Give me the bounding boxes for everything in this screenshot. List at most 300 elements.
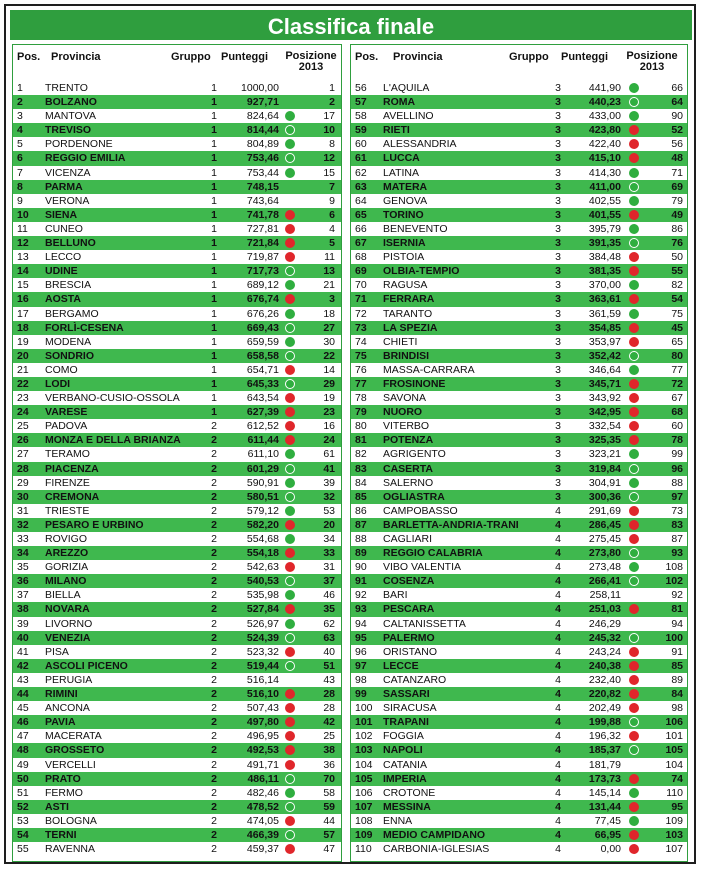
cell-provincia: NUORO [383, 406, 423, 419]
cell-gruppo: 1 [211, 222, 217, 235]
cell-gruppo: 3 [555, 363, 561, 376]
cell-punteggi: 676,26 [246, 307, 279, 320]
cell-provincia: BRINDISI [383, 349, 430, 362]
cell-pos: 97 [355, 659, 367, 672]
cell-punteggi: 402,55 [588, 194, 621, 207]
cell-posizione-2013: 58 [323, 786, 335, 799]
cell-provincia: L'AQUILA [383, 82, 430, 94]
cell-punteggi: 240,38 [588, 659, 621, 672]
cell-gruppo: 3 [555, 124, 561, 137]
cell-posizione-2013: 98 [671, 702, 683, 715]
cell-gruppo: 2 [211, 490, 217, 503]
cell-gruppo: 2 [211, 659, 217, 672]
cell-pos: 60 [355, 138, 367, 151]
arrow-down-icon [629, 703, 639, 713]
arrow-up-icon [629, 576, 639, 586]
arrow-down-icon [629, 534, 639, 544]
arrow-down-icon [285, 816, 295, 826]
cell-pos: 47 [17, 730, 29, 743]
cell-posizione-2013: 83 [671, 518, 683, 531]
arrow-up-icon [285, 449, 295, 459]
cell-gruppo: 4 [555, 547, 561, 560]
cell-provincia: COSENZA [383, 575, 435, 588]
cell-pos: 6 [17, 152, 23, 165]
cell-posizione-2013: 65 [671, 335, 683, 348]
cell-provincia: CALTANISSETTA [383, 617, 466, 630]
cell-pos: 49 [17, 758, 29, 771]
table-row [351, 222, 687, 236]
table-row [13, 419, 341, 433]
equal-icon [629, 590, 639, 600]
cell-provincia: FERMO [45, 786, 83, 799]
cell-posizione-2013: 89 [671, 673, 683, 686]
cell-pos: 63 [355, 180, 367, 193]
arrow-up-icon [629, 168, 639, 178]
cell-posizione-2013: 31 [323, 561, 335, 574]
cell-pos: 54 [17, 828, 29, 841]
table-row [13, 729, 341, 743]
table-row [13, 307, 341, 321]
header-pos: Pos. [17, 51, 41, 63]
cell-posizione-2013: 54 [671, 293, 683, 306]
arrow-down-icon [629, 689, 639, 699]
cell-pos: 100 [355, 702, 373, 715]
equal-icon [285, 196, 295, 206]
table-row [13, 137, 341, 151]
arrow-down-icon [629, 421, 639, 431]
arrow-up-icon [629, 365, 639, 375]
cell-punteggi: 173,73 [588, 772, 621, 785]
table-row [351, 433, 687, 447]
cell-pos: 61 [355, 152, 367, 165]
cell-pos: 93 [355, 603, 367, 616]
arrow-down-icon [629, 252, 639, 262]
cell-gruppo: 1 [211, 194, 217, 207]
cell-gruppo: 2 [211, 589, 217, 602]
cell-gruppo: 4 [555, 828, 561, 841]
cell-provincia: BERGAMO [45, 307, 99, 320]
table-row [13, 673, 341, 687]
cell-punteggi: 354,85 [588, 321, 621, 334]
cell-punteggi: 246,29 [588, 617, 621, 630]
cell-punteggi: 516,14 [246, 673, 279, 686]
cell-posizione-2013: 101 [665, 730, 683, 743]
cell-provincia: PALERMO [383, 631, 435, 644]
cell-provincia: NAPOLI [383, 744, 423, 757]
table-row [13, 292, 341, 306]
cell-posizione-2013: 103 [665, 828, 683, 841]
cell-posizione-2013: 69 [671, 180, 683, 193]
cell-gruppo: 1 [211, 152, 217, 165]
cell-provincia: OLBIA-TEMPIO [383, 265, 460, 278]
cell-provincia: COMO [45, 363, 78, 376]
equal-icon [285, 83, 295, 93]
page-title: Classifica finale [8, 8, 694, 42]
cell-punteggi: 199,88 [588, 716, 621, 729]
cell-posizione-2013: 87 [671, 533, 683, 545]
cell-posizione-2013: 99 [671, 448, 683, 461]
cell-punteggi: 516,10 [246, 688, 279, 701]
ranking-column-left [12, 44, 342, 862]
cell-pos: 36 [17, 575, 29, 588]
cell-provincia: TARANTO [383, 307, 433, 320]
cell-posizione-2013: 37 [323, 575, 335, 588]
cell-pos: 58 [355, 110, 367, 123]
table-row [13, 321, 341, 335]
cell-pos: 52 [17, 800, 29, 813]
cell-punteggi: 325,35 [588, 434, 621, 447]
arrow-down-icon [629, 661, 639, 671]
cell-punteggi: 579,12 [246, 504, 279, 517]
cell-provincia: LA SPEZIA [383, 321, 438, 334]
cell-gruppo: 4 [555, 843, 561, 856]
table-row [13, 617, 341, 631]
cell-pos: 59 [355, 124, 367, 137]
cell-pos: 101 [355, 716, 373, 729]
equal-icon [629, 619, 639, 629]
cell-pos: 84 [355, 476, 367, 489]
cell-posizione-2013: 50 [671, 251, 683, 264]
cell-provincia: FORLÌ-CESENA [45, 321, 124, 334]
cell-posizione-2013: 34 [323, 533, 335, 545]
table-row [13, 447, 341, 461]
cell-punteggi: 507,43 [246, 702, 279, 715]
cell-posizione-2013: 48 [671, 152, 683, 165]
cell-gruppo: 3 [555, 307, 561, 320]
cell-posizione-2013: 10 [323, 124, 335, 137]
cell-punteggi: 266,41 [588, 575, 621, 588]
cell-posizione-2013: 106 [665, 716, 683, 729]
cell-posizione-2013: 79 [671, 194, 683, 207]
cell-gruppo: 3 [555, 110, 561, 123]
table-row [351, 617, 687, 631]
cell-pos: 82 [355, 448, 367, 461]
cell-punteggi: 220,82 [588, 688, 621, 701]
cell-punteggi: 346,64 [588, 363, 621, 376]
table-row [351, 292, 687, 306]
table-row [13, 349, 341, 363]
arrow-down-icon [629, 337, 639, 347]
cell-punteggi: 727,81 [246, 222, 279, 235]
cell-provincia: CHIETI [383, 335, 418, 348]
cell-gruppo: 4 [555, 814, 561, 827]
cell-gruppo: 3 [555, 82, 561, 94]
cell-pos: 90 [355, 561, 367, 574]
cell-provincia: PESCARA [383, 603, 435, 616]
cell-pos: 45 [17, 702, 29, 715]
cell-pos: 70 [355, 279, 367, 292]
cell-pos: 81 [355, 434, 367, 447]
table-row [351, 363, 687, 377]
arrow-down-icon [285, 647, 295, 657]
cell-punteggi: 659,59 [246, 335, 279, 348]
cell-pos: 15 [17, 279, 29, 292]
cell-gruppo: 1 [211, 293, 217, 306]
cell-provincia: GENOVA [383, 194, 428, 207]
arrow-down-icon [629, 647, 639, 657]
cell-provincia: PISTOIA [383, 251, 425, 264]
cell-punteggi: 423,80 [588, 124, 621, 137]
table-row [13, 546, 341, 560]
arrow-up-icon [629, 111, 639, 121]
cell-provincia: PORDENONE [45, 138, 113, 151]
cell-provincia: VERCELLI [45, 758, 96, 771]
table-row [351, 518, 687, 532]
cell-provincia: LECCE [383, 659, 419, 672]
cell-provincia: FIRENZE [45, 476, 90, 489]
cell-provincia: ROVIGO [45, 533, 88, 545]
arrow-down-icon [285, 844, 295, 854]
cell-posizione-2013: 39 [323, 476, 335, 489]
table-row [13, 81, 341, 95]
arrow-down-icon [629, 435, 639, 445]
cell-gruppo: 4 [555, 631, 561, 644]
cell-pos: 26 [17, 434, 29, 447]
cell-pos: 109 [355, 828, 373, 841]
cell-provincia: PIACENZA [45, 462, 99, 475]
header-punteggi: Punteggi [561, 51, 609, 63]
cell-gruppo: 3 [555, 448, 561, 461]
cell-posizione-2013: 70 [323, 772, 335, 785]
cell-gruppo: 3 [555, 321, 561, 334]
cell-posizione-2013: 33 [323, 547, 335, 560]
table-row [13, 786, 341, 800]
table-row [351, 631, 687, 645]
cell-provincia: SALERNO [383, 476, 434, 489]
cell-posizione-2013: 94 [671, 617, 683, 630]
cell-provincia: PERUGIA [45, 673, 93, 686]
arrow-down-icon [285, 421, 295, 431]
cell-gruppo: 3 [555, 377, 561, 390]
table-row [351, 377, 687, 391]
header-posizione: Posizione 2013 [626, 50, 678, 73]
cell-posizione-2013: 46 [323, 589, 335, 602]
table-row [13, 518, 341, 532]
cell-gruppo: 1 [211, 96, 217, 109]
table-row [351, 645, 687, 659]
table-row [351, 447, 687, 461]
cell-provincia: GROSSETO [45, 744, 105, 757]
cell-pos: 78 [355, 392, 367, 405]
cell-gruppo: 2 [211, 462, 217, 475]
cell-provincia: MONZA E DELLA BRIANZA [45, 434, 181, 447]
arrow-up-icon [629, 745, 639, 755]
cell-gruppo: 1 [211, 251, 217, 264]
cell-gruppo: 4 [555, 533, 561, 545]
cell-posizione-2013: 100 [665, 631, 683, 644]
cell-posizione-2013: 77 [671, 363, 683, 376]
cell-punteggi: 202,49 [588, 702, 621, 715]
cell-punteggi: 554,18 [246, 547, 279, 560]
cell-posizione-2013: 7 [329, 180, 335, 193]
cell-gruppo: 2 [211, 533, 217, 545]
cell-pos: 10 [17, 208, 29, 221]
header-provincia: Provincia [393, 51, 443, 63]
table-row [13, 631, 341, 645]
cell-punteggi: 181,79 [588, 758, 621, 771]
table-row [351, 151, 687, 165]
cell-pos: 77 [355, 377, 367, 390]
table-row [351, 715, 687, 729]
cell-punteggi: 422,40 [588, 138, 621, 151]
cell-punteggi: 753,46 [246, 152, 279, 165]
cell-punteggi: 527,84 [246, 603, 279, 616]
cell-provincia: VERONA [45, 194, 90, 207]
cell-gruppo: 1 [211, 307, 217, 320]
equal-icon [285, 675, 295, 685]
cell-posizione-2013: 4 [329, 222, 335, 235]
cell-pos: 34 [17, 547, 29, 560]
cell-pos: 14 [17, 265, 29, 278]
cell-posizione-2013: 16 [323, 420, 335, 433]
arrow-down-icon [629, 379, 639, 389]
cell-pos: 27 [17, 448, 29, 461]
table-row [13, 574, 341, 588]
arrow-up-icon [285, 379, 295, 389]
table-row [13, 560, 341, 574]
table-row [13, 715, 341, 729]
cell-provincia: ANCONA [45, 702, 90, 715]
cell-pos: 67 [355, 237, 367, 250]
cell-punteggi: 601,29 [246, 462, 279, 475]
cell-pos: 48 [17, 744, 29, 757]
cell-punteggi: 319,84 [588, 462, 621, 475]
arrow-down-icon [629, 266, 639, 276]
cell-pos: 7 [17, 166, 23, 179]
cell-provincia: RIETI [383, 124, 410, 137]
arrow-up-icon [285, 266, 295, 276]
table-row [13, 151, 341, 165]
table-row [13, 109, 341, 123]
cell-posizione-2013: 12 [323, 152, 335, 165]
cell-provincia: LUCCA [383, 152, 420, 165]
table-row [351, 490, 687, 504]
table-row [13, 123, 341, 137]
cell-posizione-2013: 8 [329, 138, 335, 151]
cell-pos: 108 [355, 814, 373, 827]
cell-posizione-2013: 15 [323, 166, 335, 179]
cell-gruppo: 4 [555, 659, 561, 672]
cell-posizione-2013: 52 [671, 124, 683, 137]
cell-punteggi: 804,89 [246, 138, 279, 151]
cell-punteggi: 526,97 [246, 617, 279, 630]
table-row [351, 278, 687, 292]
cell-punteggi: 491,71 [246, 758, 279, 771]
cell-posizione-2013: 19 [323, 392, 335, 405]
cell-posizione-2013: 21 [323, 279, 335, 292]
cell-provincia: TORINO [383, 208, 424, 221]
cell-provincia: MILANO [45, 575, 87, 588]
cell-provincia: CAMPOBASSO [383, 504, 458, 517]
cell-punteggi: 523,32 [246, 645, 279, 658]
cell-punteggi: 540,53 [246, 575, 279, 588]
table-row [13, 377, 341, 391]
cell-punteggi: 304,91 [588, 476, 621, 489]
cell-pos: 74 [355, 335, 367, 348]
table-row [351, 786, 687, 800]
cell-gruppo: 2 [211, 561, 217, 574]
cell-pos: 85 [355, 490, 367, 503]
cell-provincia: VICENZA [45, 166, 91, 179]
cell-gruppo: 1 [211, 180, 217, 193]
cell-gruppo: 2 [211, 504, 217, 517]
arrow-down-icon [285, 435, 295, 445]
cell-punteggi: 273,48 [588, 561, 621, 574]
table-row [351, 602, 687, 616]
cell-punteggi: 590,91 [246, 476, 279, 489]
cell-pos: 35 [17, 561, 29, 574]
table-row [351, 264, 687, 278]
arrow-down-icon [629, 604, 639, 614]
arrow-up-icon [285, 337, 295, 347]
cell-punteggi: 669,43 [246, 321, 279, 334]
cell-posizione-2013: 74 [671, 772, 683, 785]
table-row [351, 743, 687, 757]
cell-punteggi: 612,52 [246, 420, 279, 433]
header-gruppo: Gruppo [171, 51, 211, 63]
cell-pos: 12 [17, 237, 29, 250]
cell-provincia: SONDRIO [45, 349, 95, 362]
cell-posizione-2013: 73 [671, 504, 683, 517]
cell-gruppo: 4 [555, 702, 561, 715]
table-row [351, 335, 687, 349]
cell-provincia: FOGGIA [383, 730, 424, 743]
cell-posizione-2013: 18 [323, 307, 335, 320]
cell-punteggi: 482,46 [246, 786, 279, 799]
table-row [351, 560, 687, 574]
table-row [351, 772, 687, 786]
arrow-down-icon [285, 238, 295, 248]
cell-posizione-2013: 36 [323, 758, 335, 771]
arrow-up-icon [629, 280, 639, 290]
cell-punteggi: 77,45 [594, 814, 621, 827]
cell-posizione-2013: 97 [671, 490, 683, 503]
cell-pos: 91 [355, 575, 367, 588]
cell-punteggi: 353,97 [588, 335, 621, 348]
table-row [13, 758, 341, 772]
arrow-up-icon [629, 309, 639, 319]
cell-pos: 25 [17, 420, 29, 433]
table-row [13, 645, 341, 659]
cell-posizione-2013: 108 [665, 561, 683, 574]
table-row [351, 800, 687, 814]
cell-posizione-2013: 107 [665, 843, 683, 856]
table-row [351, 321, 687, 335]
ranking-column-right [350, 44, 688, 862]
cell-provincia: ENNA [383, 814, 413, 827]
cell-gruppo: 2 [211, 476, 217, 489]
table-row [13, 278, 341, 292]
table-row [351, 842, 687, 856]
cell-provincia: IMPERIA [383, 772, 427, 785]
cell-provincia: MESSINA [383, 800, 431, 813]
cell-punteggi: 496,95 [246, 730, 279, 743]
cell-provincia: MEDIO CAMPIDANO [383, 828, 486, 841]
arrow-down-icon [285, 224, 295, 234]
table-row [13, 772, 341, 786]
table-row [13, 602, 341, 616]
cell-pos: 19 [17, 335, 29, 348]
cell-pos: 23 [17, 392, 29, 405]
cell-punteggi: 611,10 [247, 448, 279, 461]
cell-gruppo: 3 [555, 349, 561, 362]
table-row [351, 349, 687, 363]
cell-provincia: CAGLIARI [383, 533, 433, 545]
cell-gruppo: 4 [555, 716, 561, 729]
cell-pos: 80 [355, 420, 367, 433]
cell-posizione-2013: 32 [323, 490, 335, 503]
cell-pos: 9 [17, 194, 23, 207]
